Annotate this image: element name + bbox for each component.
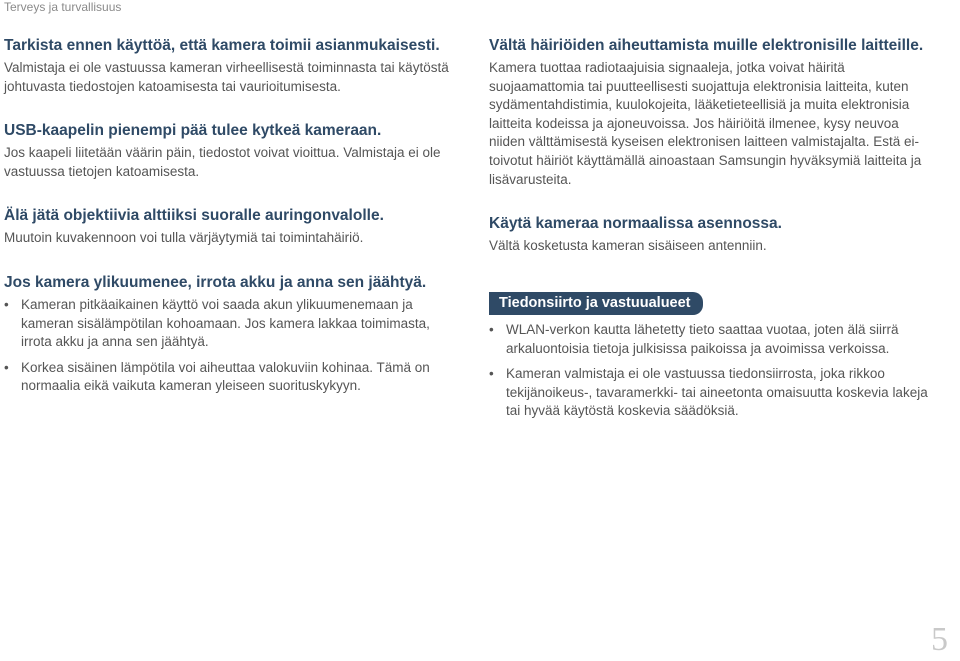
section-badge: Tiedonsiirto ja vastuualueet [489, 292, 703, 315]
section-overheating [4, 273, 459, 403]
section-title: Tarkista ennen käyttöä, että kamera toimii asianmukaisesti. [4, 37, 440, 54]
bullet-icon: • [4, 297, 9, 312]
section-usb-cable [4, 121, 459, 181]
bullet-list [4, 296, 459, 396]
section-title: Jos kamera ylikuumenee, irrota akku ja anna sen jäähtyä. [4, 274, 427, 291]
list-item: • Kameran pitkäaikainen käyttö voi saada akun ylikuumenemaan ja kameran sisälämpötilan kohoamaan. Jos kamera lakkaa toimimasta, irrota akku ja anna sen jäähtyä. [4, 297, 430, 350]
section-title: Käytä kameraa normaalissa asennossa. [489, 215, 782, 232]
bullet-list [489, 321, 934, 421]
list-item: • Korkea sisäinen lämpötila voi aiheuttaa valokuviin kohinaa. Tämä on normaalia eikä vaikuta kameran yleiseen suorituskykyyn. [4, 359, 430, 394]
section-interference [489, 36, 934, 189]
section-text: Jos kaapeli liitetään väärin päin, tiedostot voivat vioittua. Valmistaja ei ole vastuussa tietojen katoamisesta. [4, 145, 441, 179]
page-number: 5 [931, 621, 948, 658]
list-item: • WLAN-verkon kautta lähetetty tieto saattaa vuotaa, joten älä siirrä arkaluontoisia tietoja julkisissa paikoissa ja avoimissa verkoissa. [489, 322, 899, 356]
bullet-icon: • [4, 359, 9, 375]
section-text: Vältä kosketusta kameran sisäiseen antenniin. [489, 238, 767, 253]
bullet-icon: • [489, 322, 494, 337]
section-data-transfer [489, 292, 934, 428]
bullet-icon: • [489, 366, 494, 382]
section-text: Muutoin kuvakennoon voi tulla värjäytymiä tai toimintahäiriö. [4, 230, 364, 245]
section-text: Kamera tuottaa radiotaajuisia signaaleja, jotka voivat häiritä suojaamattomia tai puutteellisesti suojattuja elektronisia laitteita, kuten sydämentahdistimia, kuulokojeita, lääketieteellisiä ja muita elektronisia laitteita kodeissa ja ajoneuvoissa. Jos häiriöitä ilmenee, kysy neuvoa niiden välttämisestä kyseisen elektronisen laitteen valmistajalta. Estä ei-toivotut häiriöt käyttämällä ainoastaan Samsungin hyväksymiä laitteita ja lisävarusteita. [489, 60, 922, 187]
section-normal-position [489, 214, 934, 256]
section-check-camera [4, 36, 459, 96]
section-title: Älä jätä objektiivia alttiiksi suoralle auringonvalolle. [4, 207, 384, 224]
list-item: • Kameran valmistaja ei ole vastuussa tiedonsiirrosta, joka rikkoo tekijänoikeus-, tavaramerkki- tai aineetonta omaisuutta koskevia lakeja tai hyvää käytöstä koskevia säädöksiä. [489, 366, 928, 419]
section-text: Valmistaja ei ole vastuussa kameran virheellisestä toiminnasta tai käytöstä johtuvasta tiedostojen katoamisesta tai vaurioitumisesta. [4, 60, 449, 94]
section-title: Vältä häiriöiden aiheuttamista muille elektronisille laitteille. [489, 37, 924, 54]
section-title: USB-kaapelin pienempi pää tulee kytkeä kameraan. [4, 122, 382, 139]
section-lens-sunlight [4, 206, 459, 248]
running-header: Terveys ja turvallisuus [4, 0, 122, 14]
